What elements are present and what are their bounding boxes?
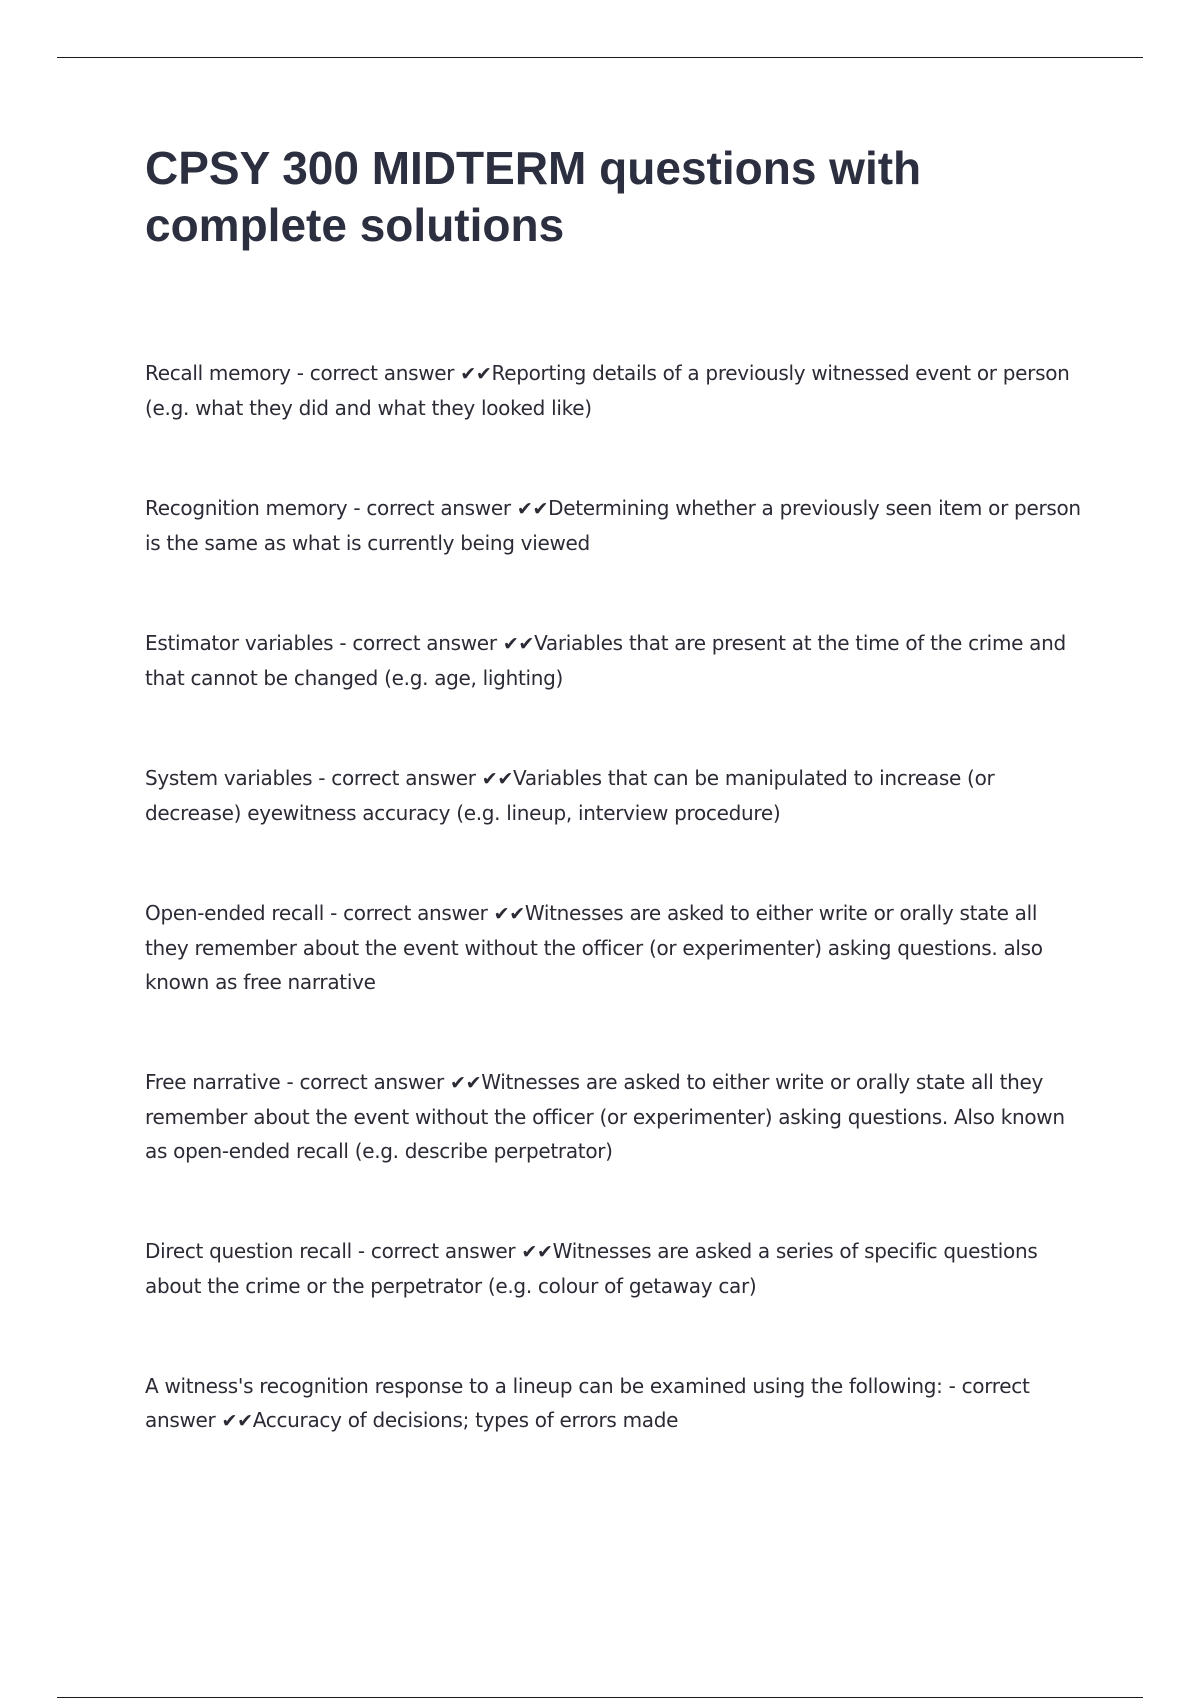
qa-answer: Variables that are present at the time of the crime and that cannot be changed (e.g. age, lighting) bbox=[145, 631, 1066, 690]
qa-item: Open-ended recall - correct answer ✔✔Witnesses are asked to either write or orally state all they remember about the event without the officer (or experimenter) asking questions. also known as free narrative bbox=[145, 901, 1043, 994]
double-check-icon: ✔✔ bbox=[481, 768, 514, 790]
qa-term: Direct question recall bbox=[145, 1239, 352, 1263]
double-check-icon: ✔✔ bbox=[221, 1410, 253, 1432]
qa-term: Free narrative bbox=[145, 1070, 281, 1094]
qa-term: Recognition memory bbox=[145, 496, 348, 520]
bottom-rule bbox=[57, 1697, 1143, 1698]
qa-term: System variables bbox=[145, 766, 313, 790]
qa-term: Recall memory bbox=[145, 361, 291, 385]
top-rule bbox=[57, 57, 1143, 58]
qa-answer: Witnesses are asked to either write or orally state all they remember about the event without the officer (or experimenter) asking questions. also known as free narrative bbox=[145, 901, 1043, 994]
qa-term: Estimator variables bbox=[145, 631, 334, 655]
double-check-icon: ✔✔ bbox=[516, 498, 549, 520]
qa-item: System variables - correct answer ✔✔Variables that can be manipulated to increase (or decrease) eyewitness accuracy (e.g. lineup, interview procedure) bbox=[145, 766, 995, 825]
qa-term: A witness's recognition response to a lineup can be examined using the following: bbox=[145, 1374, 943, 1398]
qa-answer: Witnesses are asked a series of specific questions about the crime or the perpetrator (e.g. colour of getaway car) bbox=[145, 1239, 1038, 1298]
qa-answer: Reporting details of a previously witnessed event or person (e.g. what they did and what they looked like) bbox=[145, 361, 1070, 420]
answer-marker: correct answer bbox=[370, 1239, 516, 1263]
qa-item: Recall memory - correct answer ✔✔Reporting details of a previously witnessed event or person (e.g. what they did and what they looked like) bbox=[145, 361, 1070, 420]
answer-marker: correct answer bbox=[299, 1070, 444, 1094]
answer-marker: correct answer bbox=[343, 901, 488, 925]
qa-term: Open-ended recall bbox=[145, 901, 325, 925]
answer-marker: correct answer bbox=[309, 361, 455, 385]
page-title: CPSY 300 MIDTERM questions with complete solutions bbox=[145, 142, 922, 251]
double-check-icon: ✔✔ bbox=[493, 903, 525, 925]
qa-list bbox=[145, 356, 1085, 1504]
double-check-icon: ✔✔ bbox=[502, 633, 535, 655]
qa-item: Estimator variables - correct answer ✔✔Variables that are present at the time of the crime and that cannot be changed (e.g. age, lighting) bbox=[145, 631, 1066, 690]
answer-marker: correct answer bbox=[145, 1374, 1030, 1432]
qa-item: Recognition memory - correct answer ✔✔Determining whether a previously seen item or person is the same as what is currently being viewed bbox=[145, 496, 1081, 555]
qa-answer: Witnesses are asked to either write or orally state all they remember about the event without the officer (or experimenter) asking questions. Also known as open-ended recall (e.g. describe perpetrator) bbox=[145, 1070, 1065, 1163]
qa-item: Free narrative - correct answer ✔✔Witnesses are asked to either write or orally state all they remember about the event without the officer (or experimenter) asking questions. Also known as open-ended recall (e.g. describe perpetrator) bbox=[145, 1070, 1065, 1163]
answer-marker: correct answer bbox=[331, 766, 476, 790]
qa-item: Direct question recall - correct answer ✔✔Witnesses are asked a series of specific questions about the crime or the perpetrator (e.g. colour of getaway car) bbox=[145, 1239, 1038, 1298]
answer-marker: correct answer bbox=[352, 631, 497, 655]
answer-marker: correct answer bbox=[366, 496, 511, 520]
double-check-icon: ✔✔ bbox=[521, 1241, 553, 1263]
qa-answer: Determining whether a previously seen item or person is the same as what is currently being viewed bbox=[145, 496, 1081, 555]
qa-answer: Variables that can be manipulated to increase (or decrease) eyewitness accuracy (e.g. lineup, interview procedure) bbox=[145, 766, 995, 825]
double-check-icon: ✔✔ bbox=[449, 1072, 482, 1094]
double-check-icon: ✔✔ bbox=[460, 363, 492, 385]
qa-answer: Accuracy of decisions; types of errors made bbox=[252, 1408, 679, 1432]
qa-item: A witness's recognition response to a lineup can be examined using the following: - correct answer ✔✔Accuracy of decisions; types of errors made bbox=[145, 1374, 1030, 1432]
